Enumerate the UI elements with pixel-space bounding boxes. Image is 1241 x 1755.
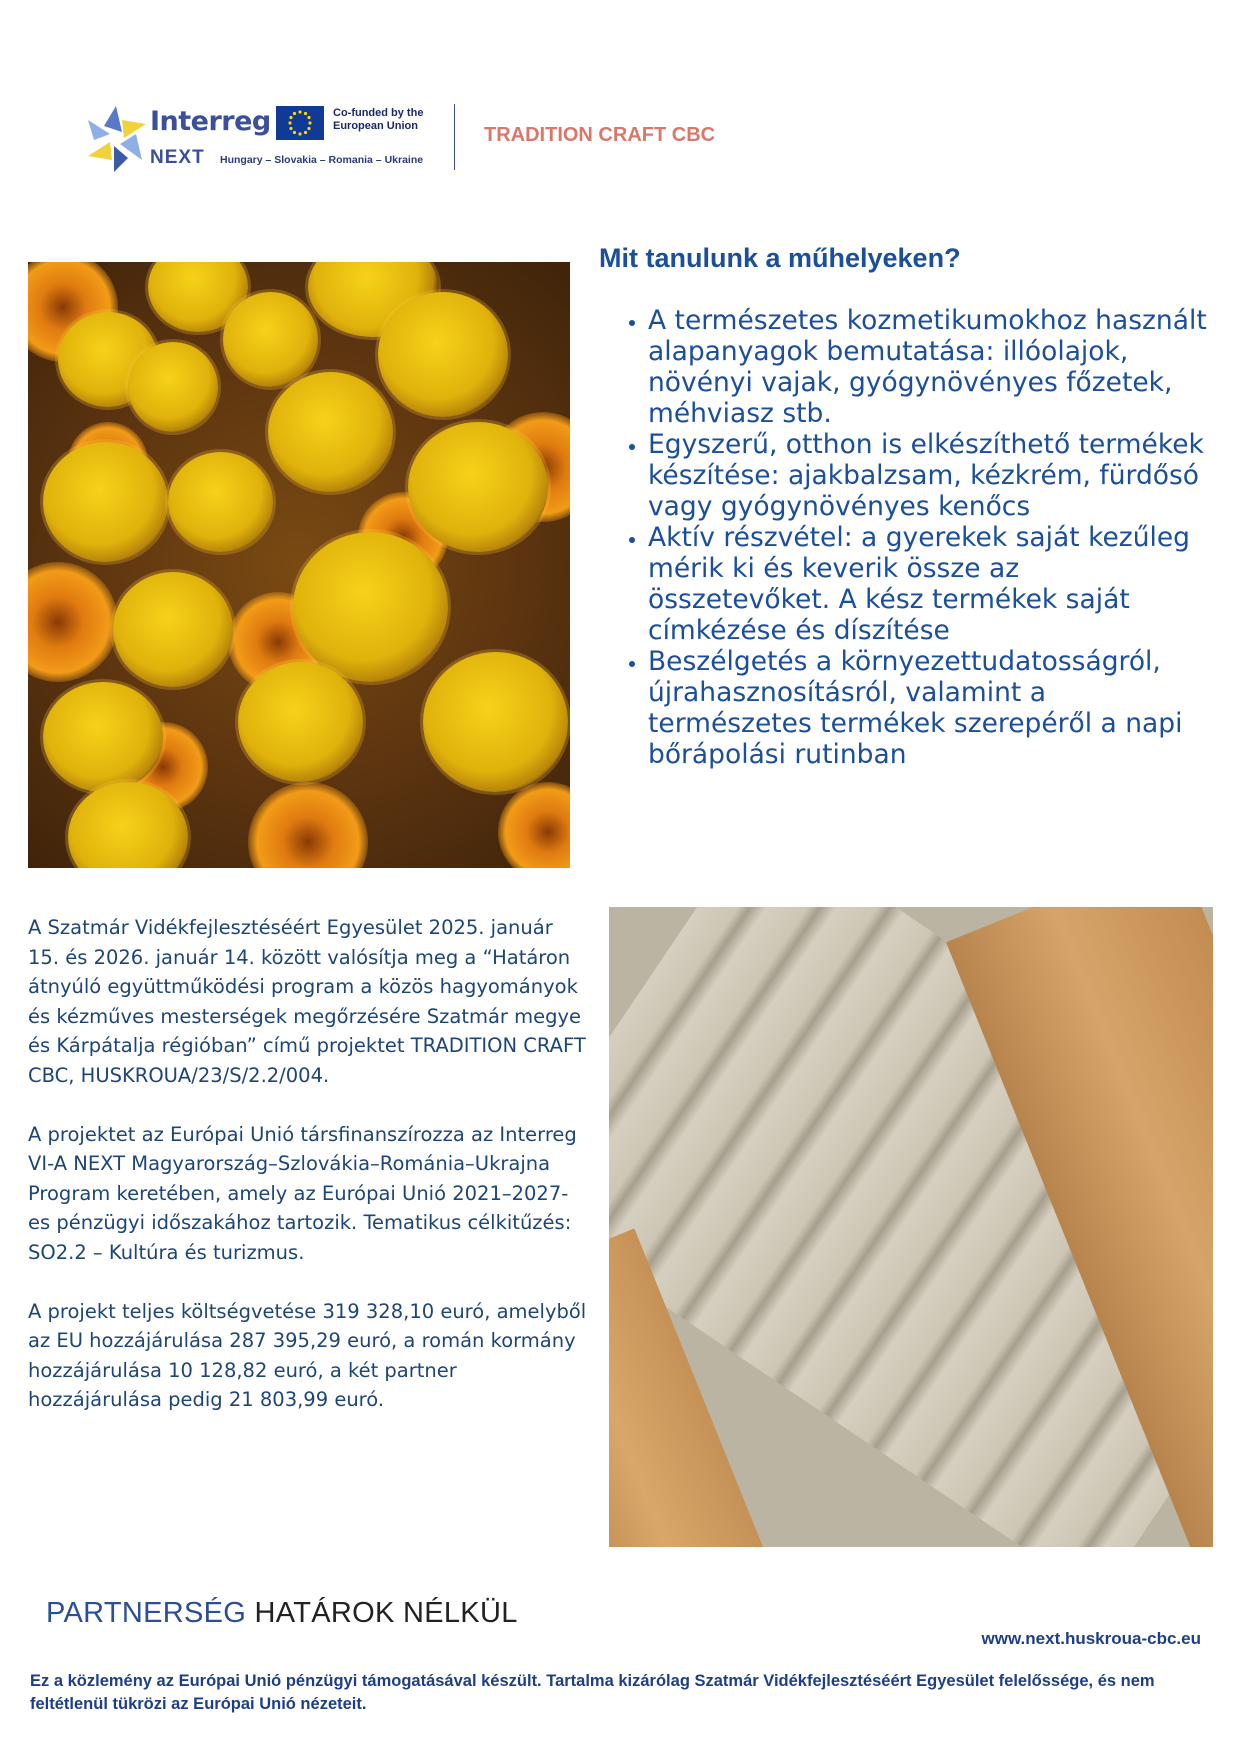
workshop-list [620, 305, 1208, 770]
interreg-logo [84, 100, 464, 180]
slogan-part2: HATÁROK NÉLKÜL [254, 1597, 518, 1629]
eu-flag-icon [276, 106, 324, 140]
eu-disclaimer: Ez a közlemény az Európai Unió pénzügyi támogatásával készült. Tartalma kizárólag Szatmár Vidékfejlesztéséért Egyesület felelőssége, és nem feltétlenül tükrözi az Európai Unió nézeteit. [30, 1672, 1155, 1713]
project-title: TRADITION CRAFT CBC [484, 124, 716, 146]
list-item: • Aktív részvétel: a gyerekek saját kezűleg mérik ki és keverik össze az összetevőket. A kész termékek saját címkézése és díszítése [648, 522, 1208, 646]
list-item: • Egyszerű, otthon is elkészíthető termékek készítése: ajakbalzsam, kézkrém, fürdősó vagy gyógynövényes kenőcs [648, 429, 1208, 522]
program-countries: Hungary – Slovakia – Romania – Ukraine [220, 154, 424, 166]
workshop-heading: Mit tanulunk a műhelyeken? [599, 243, 961, 273]
list-item: • Beszélgetés a környezettudatosságról, újrahasznosításról, valamint a természetes termékek szerepéről a napi bőrápolási rutinban [648, 646, 1208, 770]
project-paragraph: A Szatmár Vidékfejlesztéséért Egyesület 2025. január 15. és 2026. január 14. között valósítja meg a “Határon átnyúló együttműködési program a közös hagyományok és kézműves mesterségek megőrzésére Szatmár megye és Kárpátalja régióban” című projektet TRADITION CRAFT CBC, HUSKROUA/23/S/2.2/004. [28, 916, 586, 1087]
slogan [46, 1597, 518, 1630]
project-paragraph: A projektet az Európai Unió társfinanszírozza az Interreg VI-A NEXT Magyarország–Szlovákia–Románia–Ukrajna Program keretében, amely az Európai Unió 2021–2027-es pénzügyi időszakához tartozik. Tematikus célkitűzés: SO2.2 – Kultúra és turizmus. [28, 1122, 577, 1264]
project-paragraph: A projekt teljes költségvetése 319 328,10 euró, amelyből az EU hozzájárulása 287 395,29 euró, a román kormány hozzájárulása 10 128,82 euró, a két partner hozzájárulása pedig 21 803,99 euró. [28, 1299, 587, 1411]
website-link[interactable]: www.next.huskroua-cbc.eu [981, 1629, 1201, 1648]
next-wordmark: NEXT [150, 147, 205, 168]
salve-jars-photo [28, 262, 570, 868]
interreg-star-icon [84, 104, 148, 174]
interreg-wordmark: Interreg [150, 106, 271, 137]
slogan-part1: PARTNERSÉG [46, 1597, 247, 1629]
soap-mold-photo [609, 907, 1213, 1547]
project-description [28, 913, 588, 1444]
eu-cofunded-label: Co-funded by the European Union [333, 107, 424, 132]
header-divider [454, 104, 455, 170]
list-item: • A természetes kozmetikumokhoz használt alapanyagok bemutatása: illóolajok, növényi vajak, gyógynövényes főzetek, méhviasz stb. [648, 305, 1208, 429]
